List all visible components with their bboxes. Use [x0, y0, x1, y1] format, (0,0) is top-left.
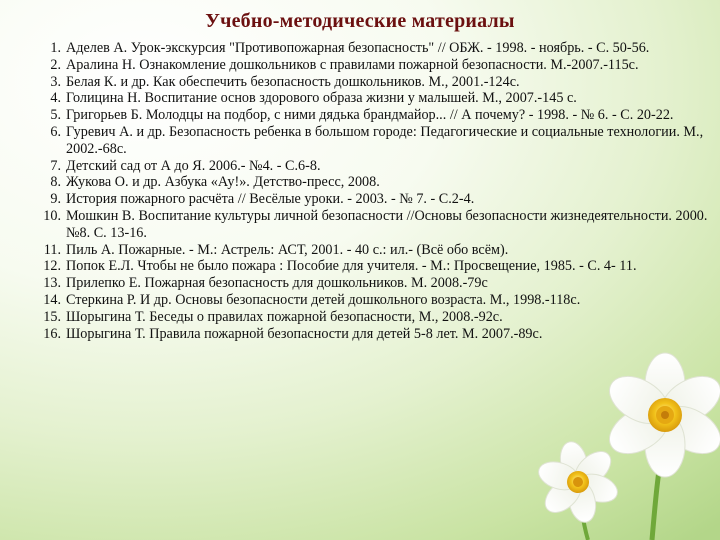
list-item: [22, 40, 712, 57]
item-text: Детский сад от А до Я. 2006.- №4. - С.6-8.: [66, 157, 321, 174]
item-number: 6.: [50, 123, 61, 140]
item-text: Шорыгина Т. Правила пожарной безопасности для детей 5-8 лет. М. 2007.-89с.: [66, 325, 543, 342]
item-number: 5.: [50, 107, 61, 124]
item-text: Прилепко Е. Пожарная безопасность для дошкольников. М. 2008.-79с: [66, 275, 488, 292]
list-item: [22, 258, 712, 275]
item-number: 11.: [43, 241, 61, 258]
item-text: Жукова О. и др. Азбука «Ау!». Детство-пресс, 2008.: [66, 174, 380, 191]
list-item: [22, 292, 712, 309]
item-text: Григорьев Б. Молодцы на подбор, с ними дядька брандмайор... // А почему? - 1998. - № 6. - С. 20-22.: [66, 107, 674, 124]
item-text: Гуревич А. и др. Безопасность ребенка в большом городе: Педагогические и социальные технологии. М., 2002.-68с.: [66, 123, 704, 157]
list-item: [22, 242, 712, 259]
list-item: [22, 74, 712, 91]
item-text: Белая К. и др. Как обеспечить безопасность дошкольников. М., 2001.-124с.: [66, 73, 520, 90]
item-text: Стеркина Р. И др. Основы безопасности детей дошкольного возраста. М., 1998.-118с.: [66, 291, 581, 308]
list-item: [22, 107, 712, 124]
item-number: 16.: [43, 325, 61, 342]
list-item: [22, 174, 712, 191]
item-number: 12.: [43, 258, 61, 275]
list-item: [22, 124, 712, 158]
item-number: 1.: [50, 40, 61, 56]
item-number: 14.: [43, 291, 61, 308]
list-item: [22, 158, 712, 175]
item-number: 9.: [50, 191, 61, 208]
list-item: [22, 57, 712, 74]
item-text: Шорыгина Т. Беседы о правилах пожарной безопасности, М., 2008.-92с.: [66, 308, 503, 325]
item-number: 15.: [43, 308, 61, 325]
item-text: Попок Е.Л. Чтобы не было пожара : Пособие для учителя. - М.: Просвещение, 1985. - С. 4- 11.: [66, 258, 637, 275]
list-item: [22, 191, 712, 208]
item-text: Аралина Н. Ознакомление дошкольников с правилами пожарной безопасности. М.-2007.-115с.: [66, 56, 639, 73]
list-item: [22, 275, 712, 292]
item-text: История пожарного расчёта // Весёлые уроки. - 2003. - № 7. - С.2-4.: [66, 191, 475, 208]
item-number: 7.: [50, 157, 61, 174]
item-number: 2.: [50, 56, 61, 73]
item-number: 10.: [43, 207, 61, 224]
page-title: Учебно-методические материалы: [205, 10, 515, 32]
list-item: [22, 90, 712, 107]
list-item: [22, 208, 712, 242]
item-text: Пиль А. Пожарные. - М.: Астрель: АСТ, 2001. - 40 с.: ил.- (Всё обо всём).: [66, 241, 509, 258]
item-number: 13.: [43, 275, 61, 292]
list-item: [22, 309, 712, 326]
item-number: 8.: [50, 174, 61, 191]
item-number: 3.: [50, 73, 61, 90]
item-text: Аделев А. Урок-экскурсия "Противопожарная безопасность" // ОБЖ. - 1998. - ноябрь. - С. 50-56.: [66, 40, 650, 56]
daffodil-flowers-icon: [460, 310, 720, 540]
list-item: [22, 326, 712, 343]
item-text: Голицина Н. Воспитание основ здорового образа жизни у малышей. М., 2007.-145 с.: [66, 90, 577, 107]
item-number: 4.: [50, 90, 61, 107]
reference-list: [22, 40, 712, 342]
item-text: Мошкин В. Воспитание культуры личной безопасности //Основы безопасности жизнедеятельности. 2000. №8. С. 13-16.: [66, 207, 708, 241]
